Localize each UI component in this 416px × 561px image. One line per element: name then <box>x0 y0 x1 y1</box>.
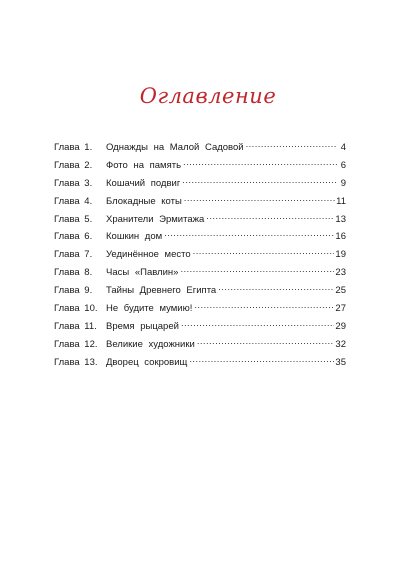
toc-entry[interactable] <box>54 229 346 245</box>
dot-leader <box>182 176 337 186</box>
chapter-number: Глава 12. <box>54 338 98 350</box>
dot-leader <box>184 194 335 204</box>
chapter-title: Часы «Павлин» <box>106 267 179 279</box>
page-number: 29 <box>335 320 346 332</box>
toc-entry[interactable] <box>54 247 346 263</box>
dot-leader <box>206 212 334 222</box>
toc-entry[interactable] <box>54 176 346 192</box>
dot-leader <box>218 283 334 293</box>
dot-leader <box>194 301 334 311</box>
page-number: 19 <box>335 249 346 261</box>
page-number: 25 <box>335 285 346 297</box>
page-number: 27 <box>335 303 346 315</box>
chapter-title: Тайны Древнего Египта <box>106 285 217 297</box>
toc-entry[interactable] <box>54 140 346 156</box>
chapter-number: Глава 10. <box>54 303 98 315</box>
toc-entry[interactable] <box>54 337 346 353</box>
dot-leader <box>189 355 334 365</box>
chapter-number: Глава 6. <box>54 231 93 243</box>
chapter-title: Кошачий подвиг <box>106 177 181 189</box>
toc-entry[interactable] <box>54 355 346 371</box>
page-number: 35 <box>335 356 346 368</box>
chapter-number: Глава 7. <box>54 249 93 261</box>
chapter-number: Глава 1. <box>54 142 93 153</box>
page-number: 9 <box>340 177 346 189</box>
dot-leader <box>181 319 334 329</box>
page-number: 13 <box>335 213 346 225</box>
toc-entry[interactable] <box>54 158 346 174</box>
toc-entry[interactable] <box>54 212 346 228</box>
page-number: 4 <box>340 142 346 153</box>
chapter-title: Не будите мумию! <box>106 303 193 315</box>
chapter-title: Хранители Эрмитажа <box>106 213 205 225</box>
dot-leader <box>180 265 334 275</box>
chapter-number: Глава 4. <box>54 195 93 207</box>
dot-leader <box>246 140 337 150</box>
chapter-number: Глава 11. <box>54 320 97 332</box>
dot-leader <box>183 158 337 168</box>
dot-leader <box>193 247 335 257</box>
toc-entry[interactable] <box>54 194 346 210</box>
chapter-title: Блокадные коты <box>106 195 182 207</box>
chapter-number: Глава 13. <box>54 356 98 368</box>
chapter-title: Фото на память <box>106 159 182 171</box>
page-number: 32 <box>335 338 346 350</box>
chapter-title: Однажды на Малой Садовой <box>106 142 244 153</box>
chapter-title: Уединённое место <box>106 249 191 261</box>
dot-leader <box>197 337 335 347</box>
chapter-number: Глава 9. <box>54 285 93 297</box>
chapter-title: Время рыцарей <box>106 320 179 332</box>
chapter-title: Кошкин дом <box>106 231 163 243</box>
chapter-number: Глава 5. <box>54 213 93 225</box>
dot-leader <box>164 229 334 239</box>
toc-title: Оглавление <box>139 84 277 108</box>
toc-entry[interactable] <box>54 283 346 299</box>
chapter-number: Глава 3. <box>54 177 93 189</box>
toc-list <box>54 140 346 373</box>
toc-entry[interactable] <box>54 301 346 317</box>
page-number: 16 <box>335 231 346 243</box>
chapter-number: Глава 8. <box>54 267 93 279</box>
page-number: 23 <box>335 267 346 279</box>
page-number: 6 <box>340 159 346 171</box>
chapter-number: Глава 2. <box>54 159 93 171</box>
chapter-title: Великие художники <box>106 338 195 350</box>
page-number: 11 <box>336 195 346 207</box>
toc-entry[interactable] <box>54 265 346 281</box>
chapter-title: Дворец сокровищ <box>106 356 188 368</box>
toc-entry[interactable] <box>54 319 346 335</box>
